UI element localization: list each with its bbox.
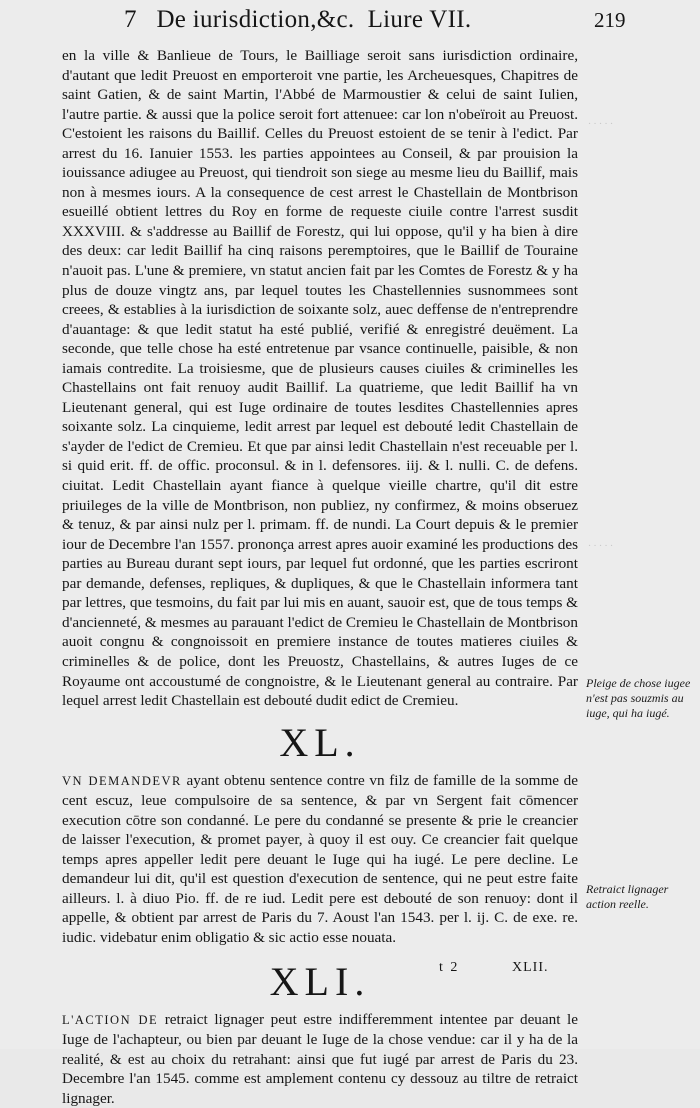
- paragraph: [62, 771, 578, 948]
- section-numeral: XLI.: [269, 958, 371, 1004]
- catchword: XLII.: [512, 960, 549, 975]
- paragraph: en la ville & Banlieue de Tours, le Bailliage seroit sans iurisdiction ordinaire, d'autant que ledit Preuost en emporteroit vne partie, les Archeuesques, Chapitres de saint Gatien, & de saint Martin, l'Abbé de Marmoustier & celui de saint Iulien, l'autre partie. & aussi que la police seroit fort attenuee: car lon n'obeïroit au Preuost. C'estoient les raisons du Baillif. Celles du Preuost estoient de se tenir à l'edict. Par arrest du 16. Ianuier 1553. les parties appointees au Conseil, & par prouision la iouissance adiugee au Preuost, qui tiendroit son siege au mesme lieu du Baillif, mais non à mesmes iours. A la consequence de cest arrest le Chastellain de Montbrison esueillé obtient lettres du Roy en forme de requeste ciuile contre l'arrest susdit XXXVIII. & s'addresse au Baillif de Forestz, qui lui oppose, qu'il y ha bien à dire des deux: car ledit Baillif ha cinq raisons peremptoires, que le Baillif de Touraine n'auoit pas. L'une & premiere, vn statut ancien fait par les Comtes de Forestz & y ha plus de douze vingtz ans, par lequel toutes les Chastellennies susnommees sont creees, & establies à la iurisdiction de soixante solz, auec deffense de n'entreprendre d'auantage: & que ledit statut ha esté publié, verifié & enregistré deuëment. La seconde, que telle chose ha esté entretenue par vsance continuelle, paisible, & non iamais contredite. La troisiesme, que de plusieurs causes ciuiles & criminelles les Chastellains ont fait renuoy audit Baillif. La quatrieme, que ledit Baillif ha vn Lieutenant general, qui est Iuge ordinaire de toutes lesdites Chastellennies apres soixante solz. La cinquieme, ledit arrest par lequel est debouté ledit Chastellain de s'ayder de l'edict de Cremieu. Et que par ainsi ledit Chastellain n'est receuable per l. si quid erit. ff. de offic. proconsul. & in l. defensores. iij. & l. nulli. C. de defens. ciuitat. Ledit Chastellain ayant fiance à quelque vieille chartre, qu'il dit estre priuileges de la ville de Montbrison, non publiez, ny confirmez, & moins obseruez & tenuz, & par ainsi nulz per l. primam. ff. de nundi. La Court depuis & le premier iour de Decembre l'an 1557. prononça arrest apres auoir examiné les productions des parties au Bureau durant sept iours, par lequel fut ordonné, que les parties escriront par demande, defenses, repliques, & dupliques, & que le Chastellain informera tant par lettres, que tesmoins, du fait par lui mis en auant, sauoir est, que de tous temps & d'ancienneté, & mesmes au parauant l'edict de Cremieu le Chastellain de Montbrison auoit congnu & congnoissoit en premiere instance de toutes matieres ciuiles & criminelles & de police, dont les Preuostz, Chastellains, & autres Iuges de ce Royaume ont accoustumé de congnoistre, & le Lieutenant general au contraire. Par lequel arrest ledit Chastellain est debouté dudit edict de Cremieu.: [62, 47, 578, 710]
- signature-mark: t 2: [439, 960, 460, 975]
- paragraph-text: retraict lignager peut estre indifferemment intentee par deuant le Iuge de l'achapteur, ou bien par deuant le Iuge de la chose vendue: car il y ha de la realité, & est au choix du retrahant: ainsi que fut iugé par arrest de Paris du 23. Decembre l'an 1545. comme est amplement contenu cy dessouz au tiltre de retraict lignager.: [62, 1010, 578, 1107]
- margin-note: Retraict lignager action reelle.: [586, 882, 669, 911]
- running-title: 7 De iurisdiction,&c. Liure VII.: [124, 6, 472, 33]
- lead-words: VN DEMANDEVR: [62, 773, 182, 788]
- page-footer: [0, 960, 700, 982]
- running-header: [0, 4, 700, 38]
- paragraph: [62, 1010, 578, 1108]
- page-number: 219: [594, 8, 626, 32]
- section-numeral: XL.: [279, 719, 361, 765]
- paragraph-text: ayant obtenu sentence contre vn filz de famille de la somme de cent escuz, leue compulsoire de sa sentence, & par vn Sergent fait cōmencer execution cōtre son condanné. Le pere du condanné se presente & prie le creancier de laisser l'execution, & promet payer, à quoy il est ouy. Ce creancier fait quelque temps apres appeller ledit pere deuant le Iuge qui ha iugé. Le pere decline. Le demandeur lui dit, qu'il est question d'execution de sentence, qui ne peut estre faite ailleurs. l. à diuo Pio. ff. de re iud. Ledit pere est debouté de son renuoy: dont il appelle, & obtient par arrest de Paris du 7. Aoust l'an 1543. per l. ij. C. de exe. re. iudic. videbatur enim obligatio & sic actio esse nouata.: [62, 771, 578, 946]
- bleed-through-text: · · · · ·: [588, 540, 613, 552]
- main-text-column: [62, 46, 578, 1108]
- bleed-through-text: · · · · ·: [588, 118, 613, 130]
- lead-words: L'ACTION DE: [62, 1012, 159, 1027]
- margin-note: Pleige de chose iugee n'est pas souzmis au iuge, qui ha iugé.: [586, 676, 691, 720]
